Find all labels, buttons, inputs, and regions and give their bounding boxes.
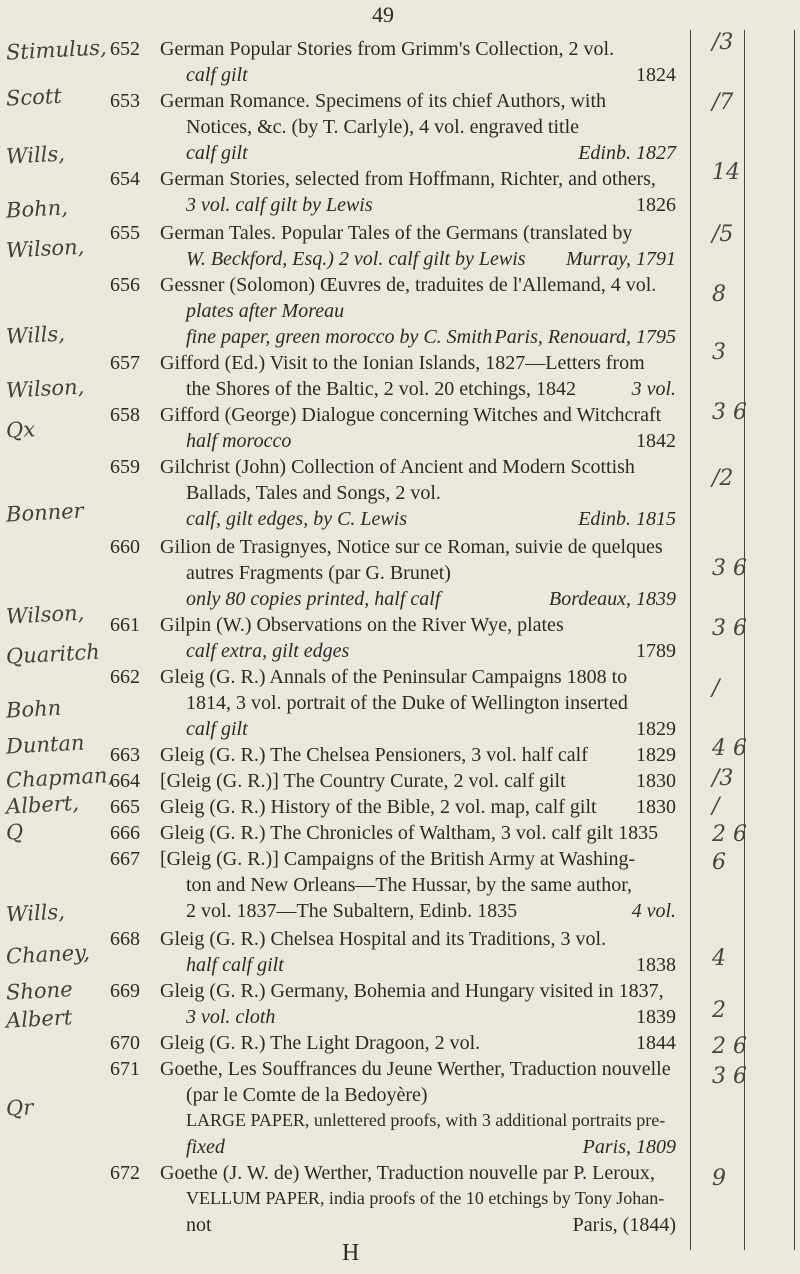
- entry-date: Edinb. 1827: [578, 142, 676, 164]
- price-mark: 3 6: [712, 556, 747, 581]
- entry-line: [186, 194, 676, 217]
- entry-line: [186, 588, 676, 611]
- lot-number: 667: [110, 848, 140, 870]
- entry-binding: fixed: [186, 1136, 225, 1158]
- annotation: Wills,: [5, 141, 66, 169]
- lot-number: 672: [110, 1162, 140, 1184]
- entry-date: Murray, 1791: [566, 248, 676, 270]
- column-rule: [794, 30, 795, 1250]
- entry-line: Gilion de Trasignyes, Notice sur ce Roman, suivie de quelques: [160, 536, 663, 558]
- price-mark: 2: [712, 998, 726, 1023]
- entry-binding: fine paper, green morocco by C. Smith: [186, 326, 493, 348]
- lot-number: 671: [110, 1058, 140, 1080]
- column-rule: [690, 30, 691, 1250]
- lot-number: 665: [110, 796, 140, 818]
- annotation: Shone: [5, 977, 74, 1005]
- entry-date: Paris, Renouard, 1795: [494, 326, 676, 348]
- price-mark: 14: [712, 160, 740, 185]
- entry-binding: 3 vol. calf gilt by Lewis: [186, 194, 373, 216]
- price-mark: 9: [712, 1166, 726, 1191]
- annotation: Albert,: [5, 790, 80, 819]
- entry-description: [Gleig (G. R.)] The Country Curate, 2 vol. calf gilt: [160, 770, 566, 792]
- entry-line: Gifford (George) Dialogue concerning Witches and Witchcraft: [160, 404, 662, 426]
- entry-line: Gifford (Ed.) Visit to the Ionian Islands, 1827—Letters from: [160, 352, 645, 374]
- entry-line: [186, 430, 676, 453]
- entry-date: 1824: [636, 64, 676, 86]
- lot-number: 670: [110, 1032, 140, 1054]
- lot-number: 661: [110, 614, 140, 636]
- entry-date: 1830: [636, 770, 676, 792]
- entry-line: [186, 378, 676, 401]
- price-mark: 2 6: [712, 1034, 747, 1059]
- entry-line: German Romance. Specimens of its chief Authors, with: [160, 90, 607, 112]
- price-mark: 3 6: [712, 1064, 747, 1089]
- lot-number: 666: [110, 822, 140, 844]
- annotation: Wills,: [5, 899, 66, 927]
- entry-date: 4 vol.: [631, 900, 676, 922]
- entry-description: Gleig (G. R.) The Light Dragoon, 2 vol.: [160, 1032, 481, 1054]
- entry-line: (par le Comte de la Bedoyère): [186, 1084, 428, 1106]
- lot-number: 659: [110, 456, 140, 478]
- entry-binding: calf gilt: [186, 142, 248, 164]
- annotation: Albert: [5, 1005, 73, 1033]
- entry-line: [160, 1032, 676, 1055]
- entry-line: [186, 248, 676, 271]
- entry-line: [186, 508, 676, 531]
- entry-date: 3 vol.: [631, 378, 676, 400]
- entry-line: autres Fragments (par G. Brunet): [186, 562, 451, 584]
- annotation: Bohn,: [5, 195, 69, 223]
- entry-line: Goethe (J. W. de) Werther, Traduction nouvelle par P. Leroux,: [160, 1162, 655, 1184]
- entry-description: Gleig (G. R.) History of the Bible, 2 vol. map, calf gilt: [160, 796, 597, 818]
- entry-line: Ballads, Tales and Songs, 2 vol.: [186, 482, 441, 504]
- entry-date: 1842: [636, 430, 676, 452]
- annotation: Wills,: [5, 321, 66, 349]
- entry-line: German Popular Stories from Grimm's Collection, 2 vol.: [160, 38, 615, 60]
- lot-number: 669: [110, 980, 140, 1002]
- annotation: Wilson,: [5, 600, 85, 629]
- price-mark: /: [712, 794, 720, 819]
- price-mark: 4: [712, 946, 726, 971]
- entry-date: Paris, 1809: [582, 1136, 676, 1158]
- price-mark: /: [712, 676, 720, 701]
- entry-date: 1839: [636, 1006, 676, 1028]
- entry-line: [186, 718, 676, 741]
- entry-line: [186, 1214, 676, 1237]
- annotation: Chapman,: [5, 762, 115, 793]
- lot-number: 653: [110, 90, 140, 112]
- entry-date: 1789: [636, 640, 676, 662]
- entry-description: the Shores of the Baltic, 2 vol. 20 etchings, 1842: [186, 378, 576, 400]
- entry-line: [160, 744, 676, 767]
- entry-description: plates after Moreau: [186, 300, 345, 322]
- entry-binding: 3 vol. cloth: [186, 1006, 276, 1028]
- entry-date: 1830: [636, 796, 676, 818]
- price-mark: 2 6: [712, 822, 747, 847]
- entry-line: [186, 142, 676, 165]
- lot-number: 656: [110, 274, 140, 296]
- price-mark: /3: [712, 30, 734, 55]
- page-number: 49: [372, 2, 394, 27]
- entry-description: not: [186, 1214, 212, 1236]
- entry-line: German Stories, selected from Hoffmann, Richter, and others,: [160, 168, 656, 190]
- lot-number: 663: [110, 744, 140, 766]
- entry-date: 1838: [636, 954, 676, 976]
- price-mark: /3: [712, 766, 734, 791]
- entry-description: 2 vol. 1837—The Subaltern, Edinb. 1835: [186, 900, 518, 922]
- entry-line: Gilpin (W.) Observations on the River Wye, plates: [160, 614, 564, 636]
- entry-line: Gleig (G. R.) Chelsea Hospital and its Traditions, 3 vol.: [160, 928, 607, 950]
- entry-line: 1814, 3 vol. portrait of the Duke of Wellington inserted: [186, 692, 628, 714]
- annotation: Qr: [5, 1095, 34, 1121]
- lot-number: 655: [110, 222, 140, 244]
- entry-line: [160, 796, 676, 819]
- annotation: Wilson,: [5, 234, 85, 263]
- entry-date: 1844: [636, 1032, 676, 1054]
- entry-line: Gleig (G. R.) Germany, Bohemia and Hungary visited in 1837,: [160, 980, 664, 1002]
- entry-binding: only 80 copies printed, half calf: [186, 588, 441, 610]
- signature-mark: H: [342, 1240, 360, 1266]
- entry-line: German Tales. Popular Tales of the Germans (translated by: [160, 222, 633, 244]
- annotation: Bonner: [5, 498, 85, 527]
- annotation: Stimulus,: [5, 35, 108, 65]
- entry-binding: half calf gilt: [186, 954, 284, 976]
- entry-line: [186, 900, 676, 923]
- price-mark: 3 6: [712, 400, 747, 425]
- entry-date: Paris, (1844): [572, 1214, 676, 1236]
- entry-line: VELLUM PAPER, india proofs of the 10 etchings by Tony Johan-: [186, 1188, 665, 1208]
- entry-description: Gleig (G. R.) The Chelsea Pensioners, 3 vol. half calf: [160, 744, 588, 766]
- lot-number: 664: [110, 770, 140, 792]
- entry-line: Notices, &c. (by T. Carlyle), 4 vol. engraved title: [186, 116, 580, 138]
- lot-number: 654: [110, 168, 140, 190]
- annotation: Qx: [5, 417, 36, 443]
- price-mark: /7: [712, 90, 734, 115]
- entry-line: [Gleig (G. R.)] Campaigns of the British Army at Washing-: [160, 848, 636, 870]
- entry-line: ton and New Orleans—The Hussar, by the same author,: [186, 874, 633, 896]
- lot-number: 652: [110, 38, 140, 60]
- annotation: Chaney,: [5, 940, 91, 969]
- lot-number: 660: [110, 536, 140, 558]
- price-mark: 8: [712, 282, 726, 307]
- annotation: Wilson,: [5, 374, 85, 403]
- entry-line: Goethe, Les Souffrances du Jeune Werther, Traduction nouvelle: [160, 1058, 671, 1080]
- entry-date: 1829: [636, 744, 676, 766]
- entry-date: 1826: [636, 194, 676, 216]
- lot-number: 658: [110, 404, 140, 426]
- price-mark: 3 6: [712, 616, 747, 641]
- entry-line: [186, 954, 676, 977]
- lot-number: 662: [110, 666, 140, 688]
- annotation: Q: [5, 819, 24, 845]
- entry-line: [186, 640, 676, 663]
- annotation: Quaritch: [5, 639, 101, 669]
- entry-binding: calf gilt: [186, 64, 248, 86]
- annotation: Scott: [5, 83, 63, 111]
- price-mark: /2: [712, 466, 734, 491]
- lot-number: 668: [110, 928, 140, 950]
- price-mark: 3: [712, 340, 726, 365]
- price-mark: /5: [712, 222, 734, 247]
- price-mark: 6: [712, 850, 726, 875]
- annotation: Bohn: [5, 695, 62, 723]
- lot-number: 657: [110, 352, 140, 374]
- entry-line: LARGE PAPER, unlettered proofs, with 3 additional portraits pre-: [186, 1110, 666, 1130]
- entry-line: [160, 770, 676, 793]
- entry-line: [186, 1136, 676, 1159]
- entry-date: Edinb. 1815: [578, 508, 676, 530]
- entry-date: 1829: [636, 718, 676, 740]
- annotation: Duntan: [5, 730, 85, 759]
- entry-line: [186, 1006, 676, 1029]
- entry-binding: W. Beckford, Esq.) 2 vol. calf gilt by Lewis: [186, 248, 526, 270]
- entry-binding: calf, gilt edges, by C. Lewis: [186, 508, 408, 530]
- entry-line: Gessner (Solomon) Œuvres de, traduites de l'Allemand, 4 vol.: [160, 274, 657, 296]
- price-column: [682, 0, 800, 1274]
- entry-line: Gilchrist (John) Collection of Ancient and Modern Scottish: [160, 456, 635, 478]
- entry-line: [186, 64, 676, 87]
- entry-line: [186, 326, 676, 349]
- entry-line: Gleig (G. R.) The Chronicles of Waltham, 3 vol. calf gilt 1835: [160, 822, 659, 844]
- entry-date: Bordeaux, 1839: [548, 588, 676, 610]
- entry-line: [186, 300, 676, 323]
- price-mark: 4 6: [712, 736, 747, 761]
- entry-binding: half morocco: [186, 430, 292, 452]
- entry-line: Gleig (G. R.) Annals of the Peninsular Campaigns 1808 to: [160, 666, 628, 688]
- entry-binding: calf gilt: [186, 718, 248, 740]
- entry-binding: calf extra, gilt edges: [186, 640, 350, 662]
